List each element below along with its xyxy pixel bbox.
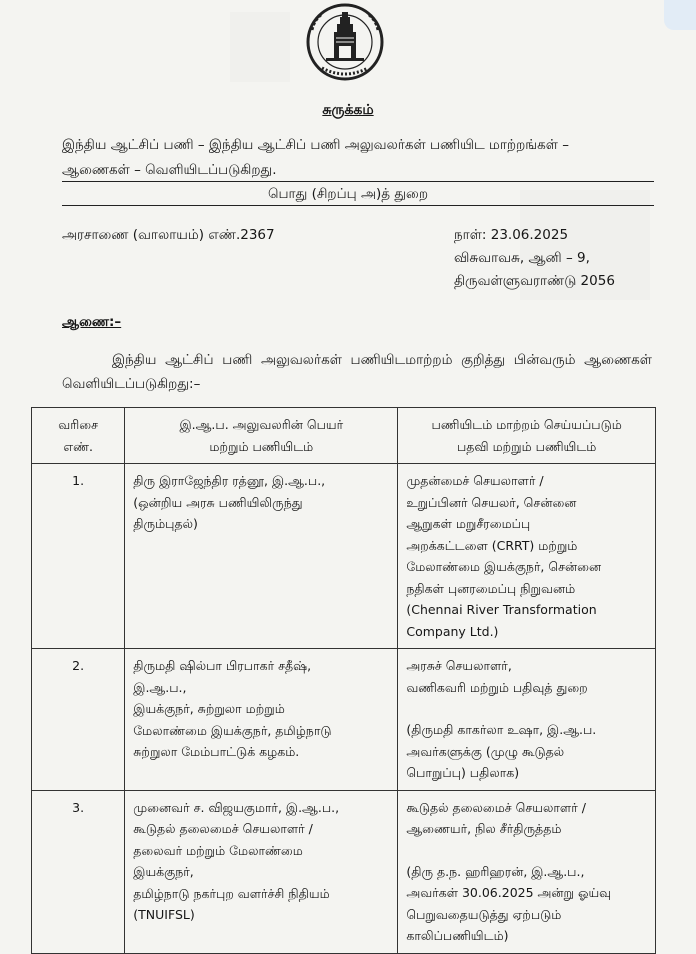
intro-paragraph: இந்திய ஆட்சிப் பணி அலுவலர்கள் பணியிடமாற்றம் குறித்து பின்வரும் ஆணைகள் வெளியிடப்படுகிறது:–: [62, 352, 652, 392]
divider: [62, 181, 654, 182]
posting-note-line: காலிப்பணியிடம்): [406, 928, 509, 943]
posting-cell: [398, 790, 656, 953]
divider: [62, 205, 654, 206]
officer-line: முனைவர் ச. விஜயகுமார், இ.ஆ.ப.,: [133, 799, 340, 815]
posting-line: அரசுச் செயலாளர்,: [406, 658, 512, 673]
posting-note-line: பெறுவதையடுத்து ஏற்படும்: [406, 906, 562, 922]
summary-line-1: இந்திய ஆட்சிப் பணி – இந்திய ஆட்சிப் பணி அலுவலர்கள் பணியிட மாற்றங்கள் –: [62, 137, 569, 153]
posting-line: உறுப்பினர் செயலர், சென்னை: [406, 494, 577, 510]
officer-line: திரு இராஜேந்திர ரத்னூ, இ.ஆ.ப.,: [133, 473, 326, 488]
table-header-row: [32, 408, 656, 464]
officer-line: இயக்குநர்,: [133, 864, 194, 879]
header-posting: பணியிடம் மாற்றம் செய்யப்படும் பதவி மற்றும் பணியிடம்: [398, 408, 656, 464]
tamil-nadu-emblem-icon: [302, 2, 388, 82]
posting-line: ஆணையர், நில சீர்திருத்தம்: [406, 821, 562, 836]
transfer-table: [31, 407, 656, 954]
go-number: அரசாணை (வாலாயம்) எண்.2367: [62, 227, 275, 243]
department-name: பொது (சிறப்பு அ)த் துறை: [267, 186, 429, 202]
posting-line: முதன்மைச் செயலாளர் /: [406, 473, 544, 488]
bleed-through-block: [230, 12, 290, 82]
officer-line: (TNUIFSL): [133, 907, 195, 922]
posting-line: நதிகள் புனரமைப்பு நிறுவனம்: [406, 580, 576, 596]
posting-line: கூடுதல் தலைமைச் செயலாளர் /: [406, 799, 586, 815]
posting-cell: [398, 464, 656, 649]
posting-line: Company Ltd.): [406, 623, 499, 639]
serial-cell: 1.: [32, 464, 125, 649]
go-date: நாள்: 23.06.2025: [454, 227, 569, 243]
posting-gap: [406, 698, 647, 719]
posting-cell: [398, 649, 656, 791]
officer-line: மேலாண்மை இயக்குநர், தமிழ்நாடு: [133, 722, 332, 738]
officer-line: திரும்புதல்): [133, 516, 198, 531]
table-row: [32, 649, 656, 791]
officer-line: கூடுதல் தலைமைச் செயலாளர் /: [133, 821, 313, 836]
posting-line: மேலாண்மை இயக்குநர், சென்னை: [406, 559, 602, 574]
serial-cell: 2.: [32, 649, 125, 791]
side-tab: [664, 0, 696, 30]
officer-line: திருமதி ஷில்பா பிரபாகர் சதீஷ்,: [133, 658, 312, 673]
posting-note-line: அவர்கள் 30.06.2025 அன்று ஓய்வு: [406, 885, 612, 900]
officer-line: சுற்றுலா மேம்பாட்டுக் கழகம்.: [133, 744, 300, 759]
summary-text: [62, 133, 652, 183]
officer-cell: [125, 649, 398, 791]
officer-cell: [125, 790, 398, 953]
posting-line: அறக்கட்டளை (CRRT) மற்றும்: [406, 537, 578, 553]
officer-line: (ஒன்றிய அரசு பணியிலிருந்து: [133, 494, 303, 510]
posting-note-line: அவர்களுக்கு (முழு கூடுதல்: [406, 743, 565, 759]
posting-note-line: (திரு த.ந. ஹரிஹரன், இ.ஆ.ப.,: [406, 863, 585, 879]
summary-line-2: ஆணைகள் – வெளியிடப்படுகிறது.: [62, 162, 277, 178]
table-row: [32, 790, 656, 953]
posting-line: (Chennai River Transformation: [406, 602, 597, 617]
posting-note-line: (திருமதி காகர்லா உஷா, இ.ஆ.ப.: [406, 722, 597, 737]
officer-line: தமிழ்நாடு நகர்புற வளர்ச்சி நிதியம்: [133, 885, 330, 901]
table-row: [32, 464, 656, 649]
document-title: சுருக்கம்: [322, 102, 374, 118]
tamil-date-line-2: திருவள்ளுவராண்டு 2056: [454, 273, 615, 289]
header-serial: வரிசை எண்.: [32, 408, 125, 464]
posting-gap: [406, 840, 647, 861]
officer-line: தலைவர் மற்றும் மேலாண்மை: [133, 842, 303, 858]
order-heading: ஆணை:–: [62, 314, 122, 330]
officer-cell: [125, 464, 398, 649]
posting-line: வணிகவரி மற்றும் பதிவுத் துறை: [406, 679, 588, 695]
header-officer: இ.ஆ.ப. அலுவலரின் பெயர் மற்றும் பணியிடம்: [125, 408, 398, 464]
posting-note-line: பொறுப்பு) பதிலாக): [406, 765, 520, 780]
officer-line: இயக்குநர், சுற்றுலா மற்றும்: [133, 701, 285, 716]
serial-cell: 3.: [32, 790, 125, 953]
tamil-date-line-1: விசுவாவசு, ஆனி – 9,: [454, 250, 590, 266]
officer-line: இ.ஆ.ப.,: [133, 679, 187, 695]
posting-line: ஆறுகள் மறுசீரமைப்பு: [406, 516, 531, 531]
